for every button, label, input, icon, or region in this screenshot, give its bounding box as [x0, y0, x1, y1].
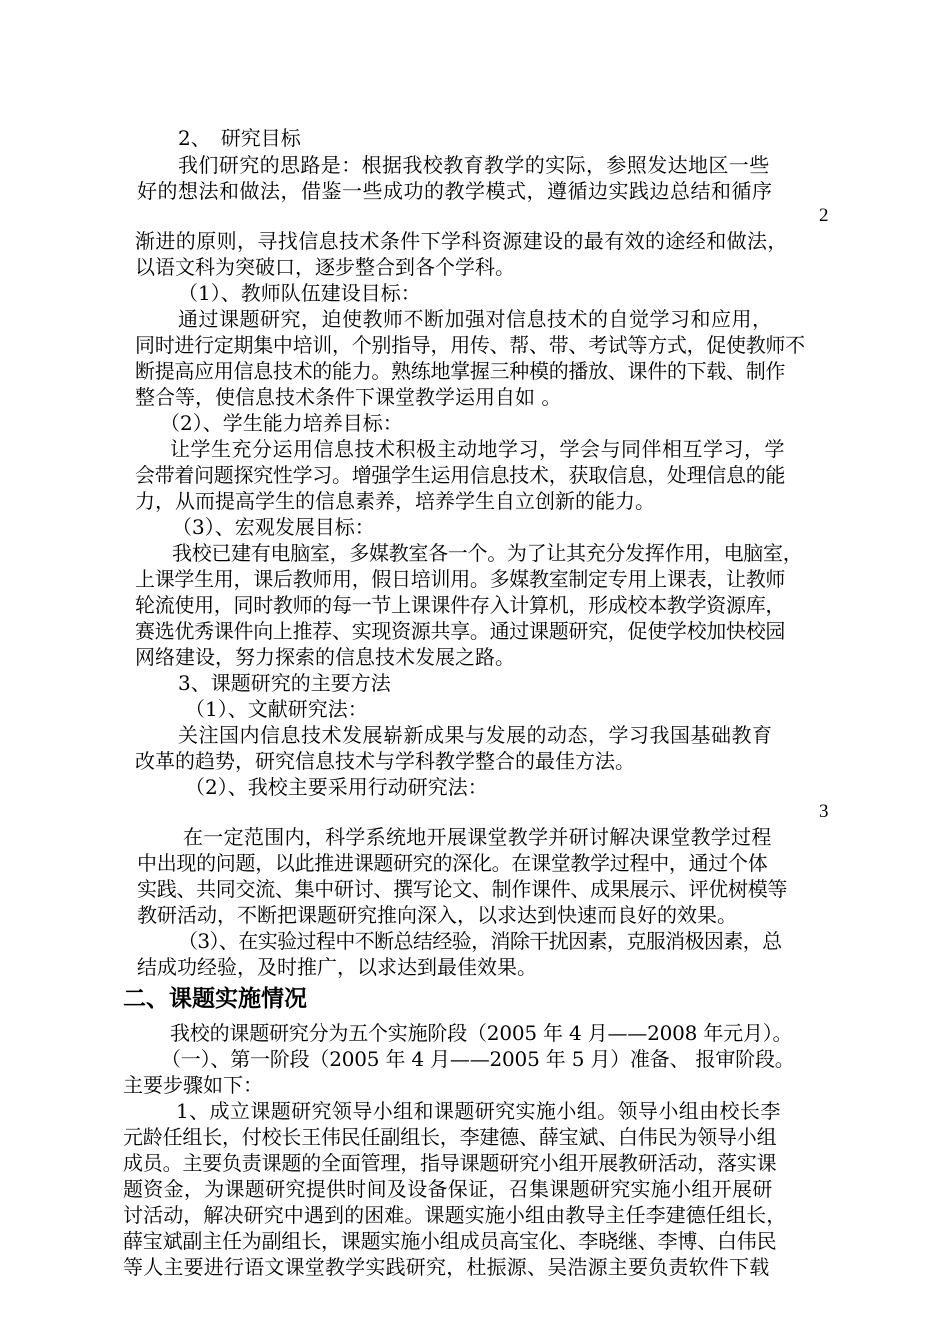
stage-1-title: （一）、第一阶段（2005 年 4 月——2005 年 5 月）准备、 报审阶段。: [161, 1047, 795, 1071]
text-line: 中出现的问题，以此推进课题研究的深化。在课堂教学过程中，通过个体: [137, 851, 768, 875]
text-line: 力，从而提高学生的信息素养，培养学生自立创新的能力。: [135, 489, 655, 513]
text-line: 断提高应用信息技术的能力。熟练地掌握三种模的播放、课件的下载、制作: [135, 359, 786, 383]
text-line: 题资金，为课题研究提供时间及设备保证，召集课题研究实施小组开展研: [123, 1177, 773, 1201]
text-line: 教研活动，不断把课题研究推向深入，以求达到快速而良好的效果。: [137, 903, 737, 927]
text-line: 我们研究的思路是：根据我校教育教学的实际，参照发达地区一些: [178, 153, 770, 177]
text-line: 主要步骤如下：: [123, 1073, 263, 1097]
text-line: 1、成立课题研究领导小组和课题研究实施小组。领导小组由校长李: [176, 1099, 781, 1123]
text-line: 通过课题研究，迫使教师不断加强对信息技术的自觉学习和应用，: [178, 307, 773, 331]
goal-3-title: （3）、宏观发展目标：: [172, 515, 375, 539]
text-line: 元龄任组长，付校长王伟民任副组长，李建德、薛宝斌、白伟民为领导小组: [123, 1125, 777, 1149]
text-line: 赛选优秀课件向上推荐、实现资源共享。通过课题研究，促使学校加快校园: [135, 619, 786, 643]
goal-1-title: （1）、教师队伍建设目标：: [178, 281, 421, 305]
text-line: 等人主要进行语文课堂教学实践研究，杜振源、吴浩源主要负责软件下载: [123, 1255, 770, 1279]
section-heading: 二、课题实施情况: [123, 986, 307, 1012]
method-1-title: （1）、文献研究法：: [185, 697, 368, 721]
text-line: 我校的课题研究分为五个实施阶段（2005 年 4 月——2008 年元月）。: [170, 1021, 793, 1045]
text-line: 我校已建有电脑室，多媒教室各一个。为了让其充分发挥作用，电脑室，: [172, 541, 803, 565]
text-line: 渐进的原则，寻找信息技术条件下学科资源建设的最有效的途经和做法，: [135, 229, 788, 253]
text-line: 轮流使用，同时教师的每一节上课课件存入计算机，形成校本教学资源库，: [135, 593, 786, 617]
page-number: 2: [819, 205, 829, 226]
text-line: 好的想法和做法，借鉴一些成功的教学模式，遵循边实践边总结和循序: [137, 179, 773, 203]
section-2-title: 2、 研究目标: [178, 126, 301, 150]
page-number: 3: [819, 801, 829, 822]
text-line: 会带着问题探究性学习。增强学生运用信息技术，获取信息，处理信息的能: [135, 463, 786, 487]
text-line: 网络建设，努力探索的信息技术发展之路。: [135, 645, 515, 669]
section-3-title: 3、课题研究的主要方法: [178, 671, 391, 695]
text-line: 成员。主要负责课题的全面管理，指导课题研究小组开展教研活动，落实课: [123, 1151, 777, 1175]
text-line: 讨活动，解决研究中遇到的困难。课题实施小组由教导主任李建德任组长，: [123, 1203, 787, 1227]
method-2-title: （2）、我校主要采用行动研究法：: [185, 775, 488, 799]
text-line: 关注国内信息技术发展崭新成果与发展的动态，学习我国基础教育: [178, 723, 773, 747]
text-line: 结成功经验，及时推广，以求达到最佳效果。: [137, 955, 537, 979]
text-line: 让学生充分运用信息技术积极主动地学习，学会与同伴相互学习，学: [170, 437, 785, 461]
goal-2-title: （2）、学生能力培养目标：: [160, 411, 403, 435]
text-line: （3）、在实验过程中不断总结经验，消除干扰因素，克服消极因素，总: [178, 929, 782, 953]
text-line: 上课学生用，课后教师用，假日培训用。多媒教室制定专用上课表，让教师: [135, 567, 786, 591]
text-line: 整合等，使信息技术条件下课堂教学运用自如 。: [135, 385, 562, 409]
text-line: 薛宝斌副主任为副组长，课题实施小组成员高宝化、李晓继、李博、白伟民: [123, 1229, 777, 1253]
text-line: 改革的趋势，研究信息技术与学科教学整合的最佳方法。: [135, 749, 635, 773]
text-line: 实践、共同交流、集中研讨、撰写论文、制作课件、成果展示、评优树模等: [137, 877, 788, 901]
text-line: 以语文科为突破口，逐步整合到各个学科。: [135, 255, 515, 279]
text-line: 同时进行定期集中培训，个别指导，用传、帮、带、考试等方式，促使教师不: [135, 333, 805, 357]
text-line: 在一定范围内，科学系统地开展课堂教学并研讨解决课堂教学过程: [183, 825, 772, 849]
